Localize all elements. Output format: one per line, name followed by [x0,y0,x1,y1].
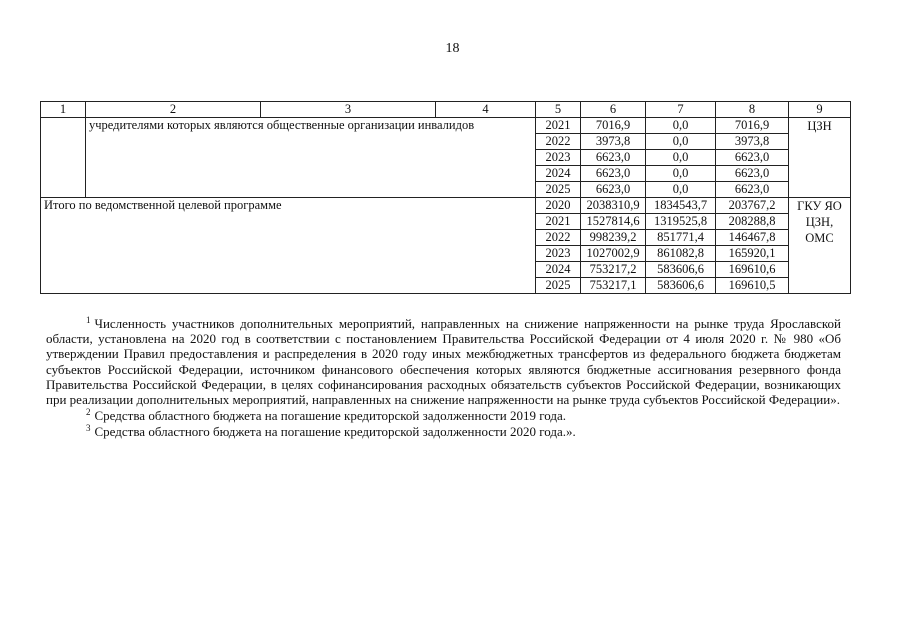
column-header: 7 [646,102,716,118]
table-row [41,198,851,214]
value-cell: 998239,2 [581,230,646,246]
value-cell: 0,0 [646,182,716,198]
value-cell: 753217,2 [581,262,646,278]
footnote [86,424,841,439]
value-cell: 7016,9 [716,118,789,134]
value-cell: 169610,5 [716,278,789,294]
value-cell: 6623,0 [581,166,646,182]
executor-cell: ГКУ ЯО ЦЗН, ОМС [789,198,851,294]
value-cell: 6623,0 [716,182,789,198]
footnote-text: Численность участников дополнительных мероприятий, направленных на снижение напряженности на рынке труда Ярославской области, установлена на 2020 год в соответствии с постановлением Правительства Российской Федерации от 4 июля 2020 г. № 980 «Об утверждении Правил предоставления и распределения в 2020 году иных межбюджетных трансфертов из федерального бюджета бюджетам субъектов Российской Федерации, источником финансового обеспечения которых являются бюджетные ассигнования резервного фонда Правительства Российской Федерации, в целях софинансирования расходных обязательств субъектов Российской Федерации, возникающих при реализации дополнительных мероприятий, направленных на снижение напряженности на рынке труда субъектов Российской Федерации». [46,316,841,408]
value-cell: 169610,6 [716,262,789,278]
year-cell: 2022 [536,230,581,246]
year-cell: 2021 [536,118,581,134]
column-header: 5 [536,102,581,118]
value-cell: 583606,6 [646,278,716,294]
footnote [46,316,841,407]
footnote-mark: 2 [86,407,91,418]
year-cell: 2021 [536,214,581,230]
year-cell: 2025 [536,182,581,198]
value-cell: 583606,6 [646,262,716,278]
empty-cell [41,118,86,198]
total-label: Итого по ведомственной целевой программе [41,198,536,294]
footnote-text: Средства областного бюджета на погашение кредиторской задолженности 2019 года. [94,408,566,424]
value-cell: 0,0 [646,134,716,150]
page-number: 18 [445,41,460,56]
value-cell: 6623,0 [716,150,789,166]
value-cell: 1834543,7 [646,198,716,214]
value-cell: 0,0 [646,150,716,166]
year-cell: 2025 [536,278,581,294]
budget-table [40,101,851,294]
value-cell: 165920,1 [716,246,789,262]
value-cell: 6623,0 [716,166,789,182]
value-cell: 2038310,9 [581,198,646,214]
footnote-mark: 3 [86,423,91,434]
value-cell: 753217,1 [581,278,646,294]
column-header: 1 [41,102,86,118]
table-header-row [41,102,851,118]
executor-cell: ЦЗН [789,118,851,198]
footnotes [46,316,841,440]
value-cell: 0,0 [646,166,716,182]
year-cell: 2024 [536,166,581,182]
footnote-mark: 1 [86,315,91,325]
column-header: 4 [436,102,536,118]
footnote-text: Средства областного бюджета на погашение кредиторской задолженности 2020 года.». [94,424,576,440]
column-header: 9 [789,102,851,118]
year-cell: 2020 [536,198,581,214]
value-cell: 203767,2 [716,198,789,214]
column-header: 3 [261,102,436,118]
value-cell: 1527814,6 [581,214,646,230]
year-cell: 2024 [536,262,581,278]
value-cell: 1027002,9 [581,246,646,262]
column-header: 2 [86,102,261,118]
year-cell: 2023 [536,150,581,166]
value-cell: 3973,8 [716,134,789,150]
value-cell: 6623,0 [581,150,646,166]
column-header: 8 [716,102,789,118]
activity-description: учредителями которых являются общественные организации инвалидов [86,118,536,198]
table-row [41,118,851,134]
value-cell: 861082,8 [646,246,716,262]
value-cell: 6623,0 [581,182,646,198]
year-cell: 2022 [536,134,581,150]
value-cell: 851771,4 [646,230,716,246]
value-cell: 0,0 [646,118,716,134]
value-cell: 7016,9 [581,118,646,134]
footnote [86,408,841,423]
value-cell: 1319525,8 [646,214,716,230]
value-cell: 3973,8 [581,134,646,150]
year-cell: 2023 [536,246,581,262]
value-cell: 146467,8 [716,230,789,246]
value-cell: 208288,8 [716,214,789,230]
column-header: 6 [581,102,646,118]
